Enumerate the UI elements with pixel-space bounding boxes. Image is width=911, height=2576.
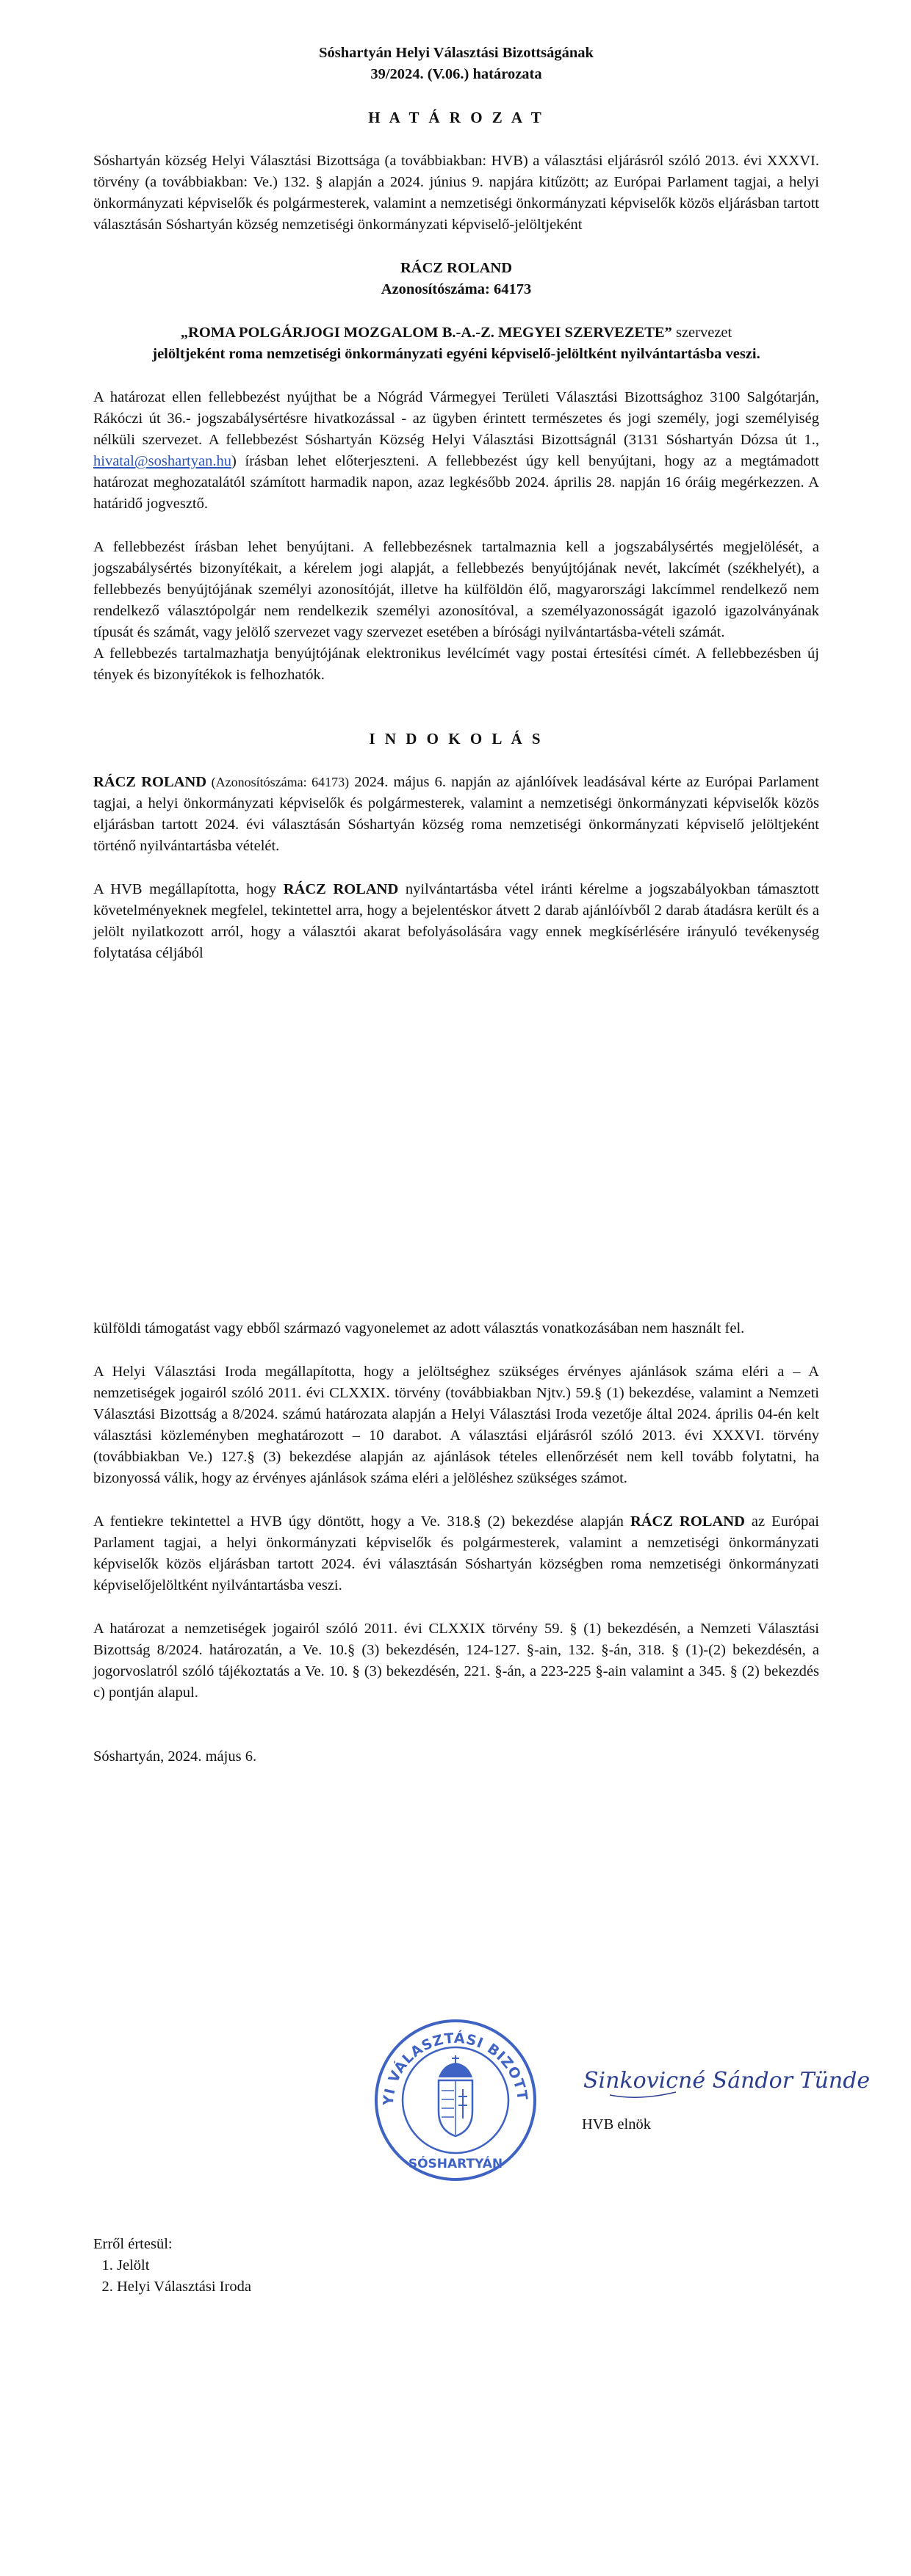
organization-line: [93, 322, 819, 344]
page-1-content: [93, 43, 819, 964]
intro-paragraph: Sóshartyán község Helyi Választási Bizottsága (a továbbiakban: HVB) a választási eljárásról szóló 2013. évi XXXVI. törvény (a továbbiakban: Ve.) 132. § alapján a 2024. június 9. napjára kitűzött; az Európai Parlament tagjai, a helyi önkormányzati képviselők és polgármesterek, valamint a nemzetiségi önkormányzati képviselők közös eljárásban tartott választásán Sóshartyán község nemzetiségi önkormányzati képviselő-jelöltjeként: [93, 153, 819, 233]
indokolas-title: I N D O K O L Á S: [369, 730, 544, 748]
svg-text:HELYI VÁLASZTÁSI BIZOTTSÁG: [371, 2016, 530, 2107]
place-date: Sóshartyán, 2024. május 6.: [93, 1748, 257, 1765]
appeal-text-a: A határozat ellen fellebbezést nyújthat be a Nógrád Vármegyei Területi Választási Bizottsághoz 3100 Salgótarján, Rákóczi út 36.- jogszabálysértésre hivatkozással - az ügyben érintett természetes és jogi személy, jogi személyiség nélküli szervezet. A fellebbezést Sóshartyán Község Helyi Választási Bizottságnál (3131 Sóshartyán Dózsa út 1.,: [93, 389, 819, 448]
reason-2-name: RÁCZ ROLAND: [283, 881, 399, 897]
reason-paragraph-5: A határozat a nemzetiségek jogairól szóló 2011. évi CLXXIX törvény 59. § (1) bekezdésén, a Nemzeti Választási Bizottság 8/2024. határozatán, a Ve. 10.§ (3) bekezdésén, 124-127. §-ain, 132. §-án, 318. § (1)-(2) bekezdésén, a jogorvoslatról szóló tájékoztatás a Ve. 10. § (3) bekezdésén, 221. §-án, a 223-225 §-ain valamint a 345. § (2) bekezdés c) pontján alapul.: [93, 1621, 819, 1701]
reason-4-name: RÁCZ ROLAND: [630, 1513, 745, 1530]
reason-paragraph-3: A Helyi Választási Iroda megállapította, hogy a jelöltséghez szükséges érvényes ajánlások száma eléri a – A nemzetiségek jogairól szóló 2011. évi CLXXIX. törvény (továbbiakban Njtv.) 59.§ (1) bekezdése, valamint a Nemzeti Választási Bizottság a 8/2024. számú határozata alapján a Helyi Választási Iroda vezetője által 2024. április 04-én kelt választási közleményben meghatározott – 10 darabot. A választási eljárásról szóló 2013. évi XXXVI. törvény (továbbiakban Ve.) 127.§ (3) bekezdése alapján az ajánlások tételes ellenőrzését nem kell tovább folytatni, ha bizonyossá válik, hogy az érvényes ajánlások száma eléri a jelöléshez szükséges számot.: [93, 1364, 819, 1486]
page-1: [0, 0, 911, 1281]
notify-list: [93, 2255, 251, 2298]
organization-suffix: szervezet: [671, 325, 732, 341]
candidate-id: Azonosítószáma: 64173: [381, 281, 532, 297]
reason-paragraph-1: [93, 772, 819, 857]
reason-2-text-a: A HVB megállapította, hogy: [93, 881, 284, 897]
organization-name: „ROMA POLGÁRJOGI MOZGALOM B.-A.-Z. MEGYEI SZERVEZETE”: [180, 325, 672, 341]
signature-icon: [580, 2052, 874, 2111]
header-line-2: 39/2024. (V.06.) határozata: [370, 66, 542, 82]
header-line-1: Sóshartyán Helyi Választási Bizottságának: [319, 45, 594, 61]
appeal-text-b: ) írásban lehet előterjeszteni. A fellebbezést úgy kell benyújtani, hogy az a megtámadott határozat meghozatalától számított harmadik napon, azaz legkésőbb 2024. április 28. napján 16 óráig megérkezzen. A határidő jogvesztő.: [93, 453, 819, 512]
hatarozat-title: H A T Á R O Z A T: [368, 109, 544, 126]
signature-role: HVB elnök: [582, 2116, 651, 2132]
stamp-icon: [371, 2016, 540, 2185]
stamp-ring-text: YI VÁLASZTÁSI BIZOTT: [380, 2030, 530, 2106]
stamp-bottom-text: SÓSHARTYÁN: [408, 2157, 503, 2171]
reason-4-text-b: az Európai Parlament tagjai, a helyi önkormányzati képviselők és polgármesterek, valamint a nemzetiségi önkormányzati képviselők közös eljárásban tartott 2024. évi választásán Sóshartyán községben roma nemzetiségi önkormányzati képviselőjelöltként nyilvántartásba veszi.: [93, 1513, 819, 1593]
notify-item: 2. Helyi Választási Iroda: [117, 2276, 251, 2298]
reason-paragraph-2-continued: külföldi támogatást vagy ebből származó vagyonelemet az adott választás vonatkozásában nem használt fel.: [93, 1320, 745, 1336]
page-2-content: [93, 1318, 819, 1768]
reason-2-text-b: nyilvántartásba vétel iránti kérelme a jogszabályokban támasztott követelményeknek megfelel, tekintettel arra, hogy a bejelentéskor átvett 2 darab ajánlóívből 2 darab átadásra került és a jelölt nyilatkozott arról, hogy a választói akarat befolyásolására vagy ennek megkísérlésére irányuló tevékenység folytatása céljából: [93, 881, 819, 961]
decision-line: jelöltjeként roma nemzetiségi önkormányzati egyéni képviselő-jelöltként nyilvántartásba veszi.: [152, 346, 760, 362]
signature: [580, 2052, 874, 2111]
reason-1-name: RÁCZ ROLAND: [93, 774, 207, 790]
notify-item: 1. Jelölt: [117, 2255, 251, 2276]
notify-title: Erről értesül:: [93, 2236, 173, 2252]
appeal-paragraph-1: [93, 387, 819, 515]
coat-of-arms-icon: [439, 2055, 472, 2136]
reason-paragraph-4: [93, 1511, 819, 1596]
page-2: [0, 1281, 911, 2576]
reason-paragraph-2: [93, 879, 819, 964]
email-link[interactable]: hivatal@soshartyan.hu: [93, 453, 231, 469]
reason-1-text: 2024. május 6. napján az ajánlóívek leadásával kérte az Európai Parlament tagjai, a helyi önkormányzati képviselők és polgármesterek, valamint a nemzetiségi önkormányzati képviselők közös eljárásban tartott 2024. évi választásán Sóshartyán község roma nemzetiségi önkormányzati képviselő jelöltjeként történő nyilvántartásba vételét.: [93, 774, 819, 854]
candidate-name: RÁCZ ROLAND: [400, 260, 513, 276]
reason-1-id: (Azonosítószáma: 64173): [206, 775, 350, 789]
signature-handwriting: Sinkovicné Sándor Tünde: [583, 2068, 871, 2094]
reason-4-text-a: A fentiekre tekintettel a HVB úgy döntött, hogy a Ve. 318.§ (2) bekezdése alapján: [93, 1513, 630, 1530]
notify-block: [93, 2234, 251, 2298]
official-stamp: [371, 2016, 540, 2185]
appeal-paragraph-2: A fellebbezést írásban lehet benyújtani. A fellebbezésnek tartalmaznia kell a jogszabálysértés megjelölését, a jogszabálysértés bizonyítékait, a kérelem jogi alapját, a fellebbezés benyújtójának nevét, lakcímét (székhelyét), a fellebbezés benyújtójának személyi azonosítóját, illetve ha külföldön élő, magyarországi lakcímmel rendelkező nem rendelkező választópolgár nem rendelkezik személyi azonosítóval, a személyazonosságát igazoló igazolványának típusát és számát, vagy jelölő szervezet vagy szervezet esetében a bírósági nyilvántartásba-vételi számát.: [93, 539, 819, 640]
appeal-paragraph-3: A fellebbezés tartalmazhatja benyújtójának elektronikus levélcímét vagy postai értesítési címét. A fellebbezésben új tények és bizonyítékok is felhozhatók.: [93, 645, 819, 683]
